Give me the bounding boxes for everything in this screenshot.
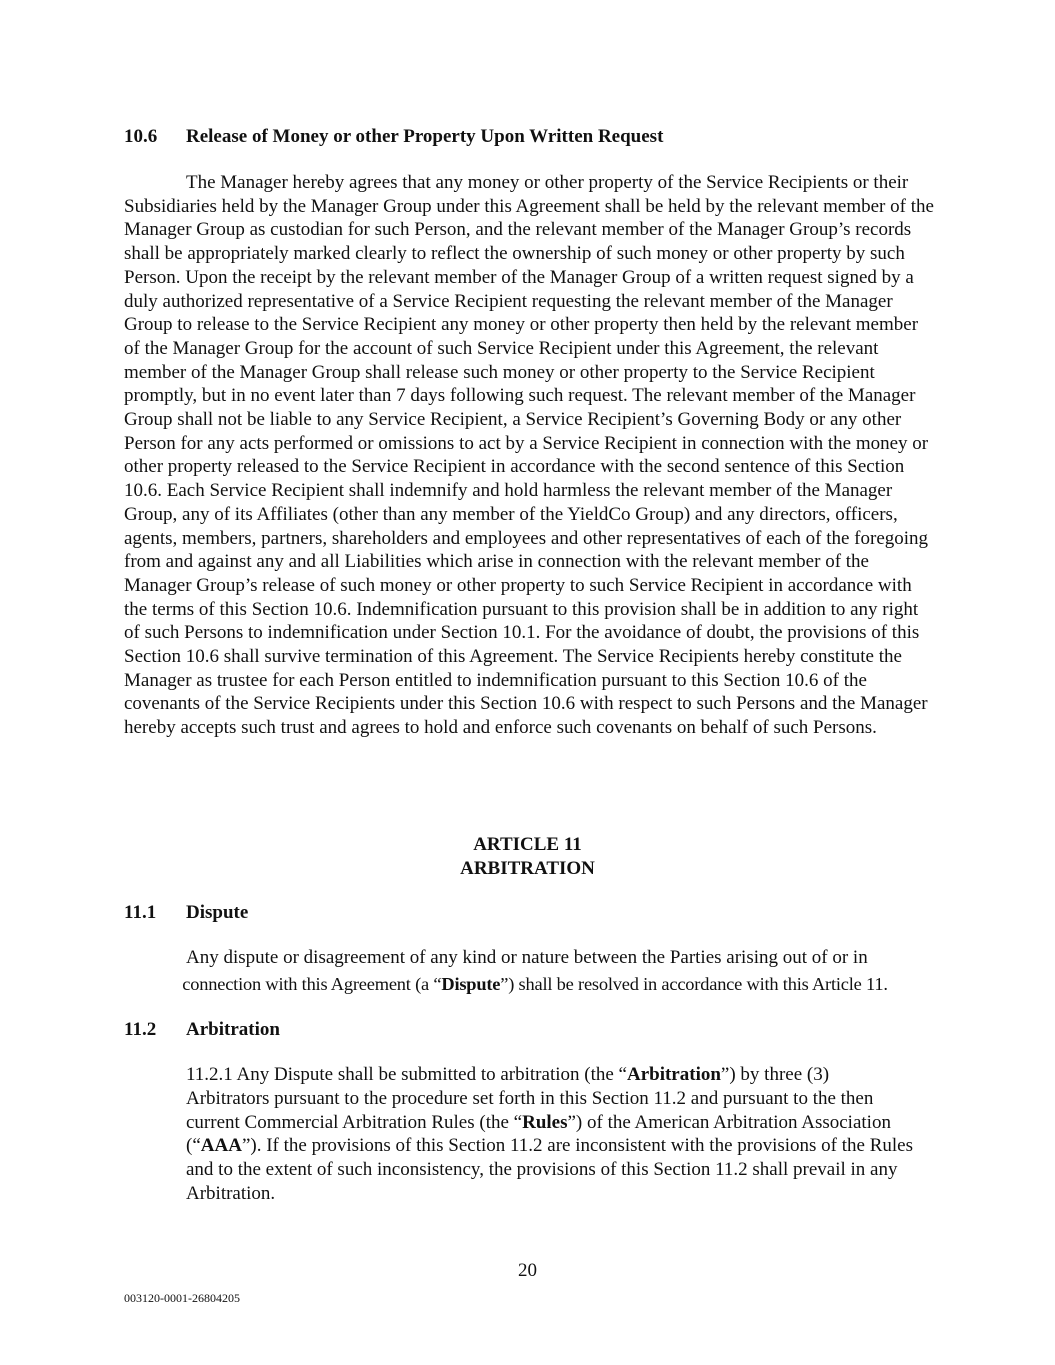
section-number: 10.6 — [124, 126, 158, 147]
article-title: ARBITRATION — [460, 858, 595, 879]
section-11-2-heading — [124, 1018, 280, 1042]
section-10-6-heading — [124, 125, 663, 149]
document-id: 003120-0001-26804205 — [124, 1291, 240, 1305]
rules-defined-term: Rules — [522, 1111, 568, 1133]
section-title: Release of Money or other Property Upon Written Request — [186, 126, 664, 147]
arbitration-text-1: 11.2.1 Any Dispute shall be submitted to arbitration (the “ — [186, 1064, 627, 1085]
page-number: 20 — [518, 1260, 537, 1281]
article-number: ARTICLE 11 — [473, 834, 582, 855]
section-11-1-heading — [124, 901, 248, 925]
dispute-text-after: ”) shall be resolved in accordance with this Article 11. — [500, 974, 888, 994]
arbitration-text-4: ”). If the provisions of this Section 11.2 are inconsistent with the provisions of the Rules and to the extent of such inconsistency, the provisions of this Section 11.2 shall prevail in any Arbitration. — [186, 1135, 913, 1204]
section-number: 11.1 — [124, 902, 157, 923]
section-title: Arbitration — [186, 1019, 280, 1040]
dispute-line-1: Any dispute or disagreement of any kind or nature between the Parties arising out of or in — [186, 947, 868, 968]
arbitration-text-3: ”) of the American Arbitration Association (“ — [186, 1111, 891, 1157]
arbitration-text-2: ”) by three (3) Arbitrators pursuant to the procedure set forth in this Section 11.2 and pursuant to the then current Commercial Arbitration Rules (the “ — [186, 1064, 874, 1133]
dispute-text-before: connection with this Agreement (a “ — [182, 974, 442, 994]
section-11-2-1-body — [186, 1063, 916, 1206]
section-10-6-body: The Manager hereby agrees that any money or other property of the Service Recipients or their Subsidiaries held by the Manager Group under this Agreement shall be held by the relevant member of the Manager Group as custodian for such Person, and the relevant member of the Manager Group’s records shall be appropriately marked clearly to reflect the ownership of such money or other property by such Person. Upon the receipt by the relevant member of the Manager Group of a written request signed by a duly authorized representative of a Service Recipient requesting the relevant member of the Manager Group to release to the Service Recipient any money or other property then held by the relevant member of the Manager Group for the account of such Service Recipient under this Agreement, the relevant member of the Manager Group shall release such money or other property to the Service Recipient promptly, but in no event later than 7 days following such request. The relevant member of the Manager Group shall not be liable to any Service Recipient, a Service Recipient’s Governing Body or any other Person for any acts performed or omissions to act by a Service Recipient in connection with the money or other property released to the Service Recipient in accordance with the second sentence of this Section 10.6. Each Service Recipient shall indemnify and hold harmless the relevant member of the Manager Group, any of its Affiliates (other than any member of the YieldCo Group) and any directors, officers, agents, members, partners, shareholders and employees and other representatives of each of the foregoing from and against any and all Liabilities which arise in connection with the relevant member of the Manager Group’s release of such money or other property to such Service Recipient in accordance with the terms of this Section 10.6. Indemnification pursuant to this provision shall be in addition to any right of such Persons to indemnification under Section 10.1. For the avoidance of doubt, the provisions of this Section 10.6 shall survive termination of this Agreement. The Service Recipients hereby constitute the Manager as trustee for each Person entitled to indemnification pursuant to this Section 10.6 of the covenants of the Service Recipients under this Section 10.6 with respect to such Persons and the Manager hereby accepts such trust and agrees to hold and enforce such covenants on behalf of such Persons. — [124, 172, 934, 739]
dispute-line-2 — [124, 971, 936, 997]
aaa-defined-term: AAA — [200, 1135, 242, 1157]
dispute-defined-term: Dispute — [441, 974, 501, 994]
section-11-1-body — [124, 945, 936, 997]
section-title: Dispute — [186, 902, 249, 923]
arbitration-defined-term: Arbitration — [626, 1064, 721, 1085]
section-number: 11.2 — [124, 1019, 157, 1040]
